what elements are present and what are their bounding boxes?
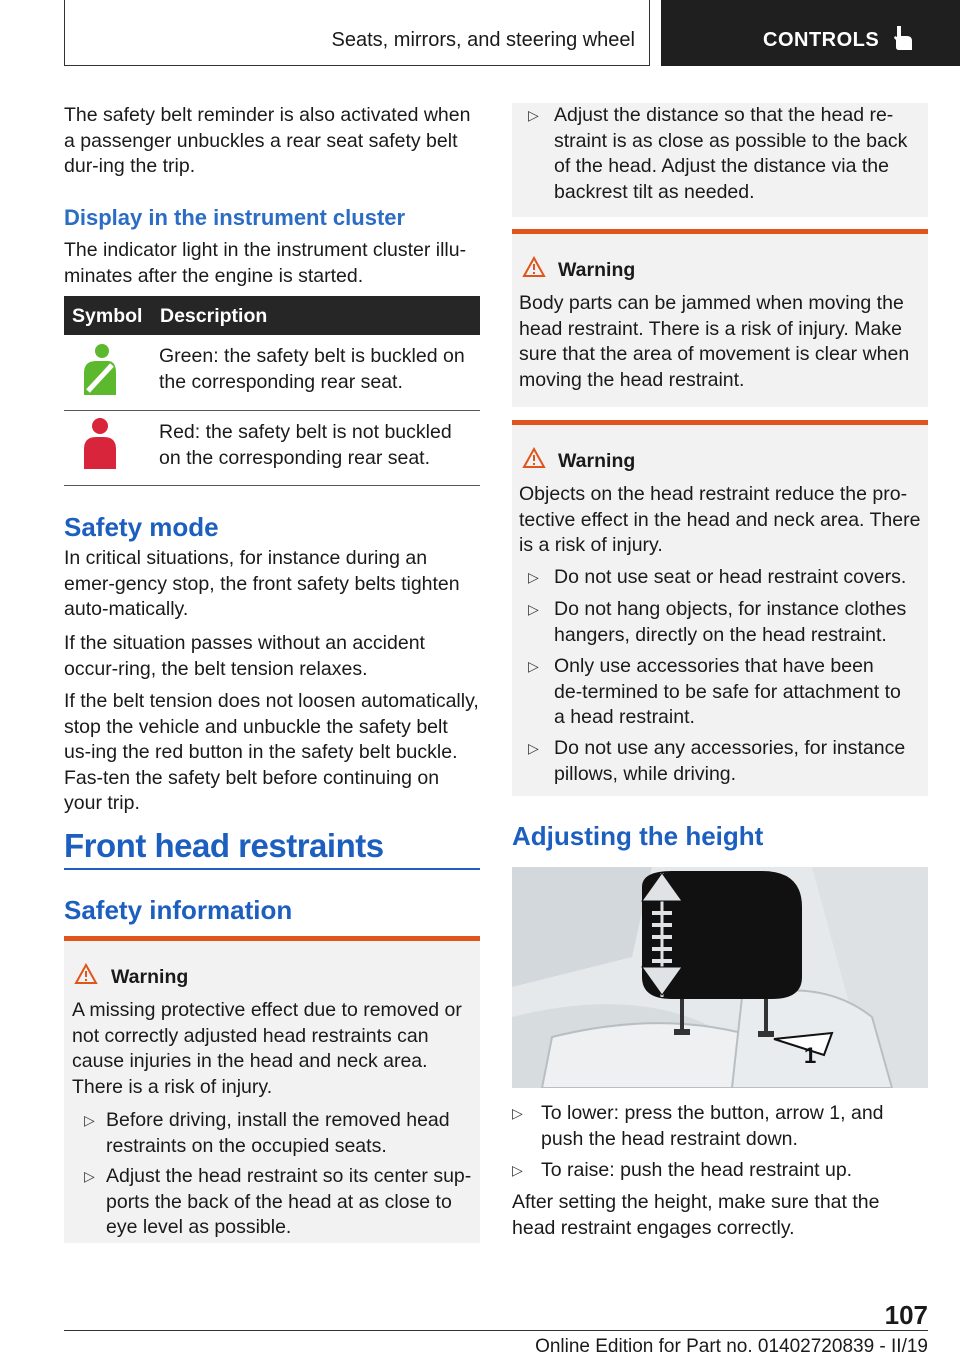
header-section-box xyxy=(64,0,650,66)
warning-box: Warning A missing protective effect due to removed or not correctly adjusted head restraints can cause injuries in the head and neck area. There is a risk of injury. ▷ Before driving, install the removed head restraints on the occupied seats. ▷ Adjust the head restraint so its center sup-ports the back of the head at as close to eye level as possible. xyxy=(64,936,480,1243)
table-col-symbol: Symbol xyxy=(72,305,143,327)
warning-text: A missing protective effect due to removed or not correctly adjusted head restraints can cause injuries in the head and neck area. There is a risk of injury. xyxy=(72,999,462,1098)
seatbelt-unbuckled-red-icon xyxy=(82,417,118,473)
triangle-bullet-icon: ▷ xyxy=(528,569,539,585)
table-col-description: Description xyxy=(160,305,268,327)
intro-paragraph: The safety belt reminder is also activated when a passenger unbuckles a rear seat safety belt dur-ing the trip. xyxy=(64,104,471,177)
triangle-bullet-icon: ▷ xyxy=(512,1105,523,1121)
header-section-title: Seats, mirrors, and steering wheel xyxy=(331,29,635,51)
safety-mode-heading: Safety mode xyxy=(64,512,219,542)
seatbelt-buckled-green-icon xyxy=(80,343,120,399)
table-header xyxy=(64,296,480,335)
display-heading: Display in the instrument cluster xyxy=(64,205,406,230)
triangle-bullet-icon: ▷ xyxy=(84,1112,95,1128)
edition-text: Online Edition for Part no. 01402720839 - II/19 xyxy=(535,1336,928,1357)
table-row-description: Green: the safety belt is buckled on the corresponding rear seat. xyxy=(159,345,465,393)
head-restraint-drawing xyxy=(512,867,928,1088)
footer-rule xyxy=(64,1330,928,1331)
warning-title: Warning xyxy=(111,966,189,988)
warning-triangle-icon xyxy=(522,256,546,278)
warning-text: Body parts can be jammed when moving the head restraint. There is a risk of injury. Make sure that the area of movement is clear when moving the head restraint. xyxy=(519,292,910,391)
adjust-after-paragraph: After setting the height, make sure that the head restraint engages correctly. xyxy=(512,1191,880,1239)
safety-mode-paragraph: In critical situations, for instance during an emer-gency stop, the front safety belts tighten auto-matically. xyxy=(64,547,460,620)
triangle-bullet-icon: ▷ xyxy=(528,658,539,674)
warning-triangle-icon xyxy=(74,963,98,985)
display-paragraph: The indicator light in the instrument cluster illu-minates after the engine is started. xyxy=(64,239,467,287)
pointing-hand-icon xyxy=(893,24,915,52)
heading-rule xyxy=(64,868,480,870)
front-head-restraints-heading: Front head restraints xyxy=(64,827,384,864)
page-number: 107 xyxy=(884,1300,928,1330)
safety-mode-paragraph: If the belt tension does not loosen automatically, stop the vehicle and unbuckle the safety belt us-ing the red button in the safety belt buckle. Fas-ten the safety belt before continuing on your trip. xyxy=(64,690,479,814)
triangle-bullet-icon: ▷ xyxy=(528,740,539,756)
warning-triangle-icon xyxy=(522,447,546,469)
safety-information-heading: Safety information xyxy=(64,895,293,925)
warning-text: Objects on the head restraint reduce the pro-tective effect in the head and neck area. There is a risk of injury. xyxy=(519,483,921,556)
triangle-bullet-icon: ▷ xyxy=(528,107,539,123)
warning-box: Warning Objects on the head restraint reduce the pro-tective effect in the head and neck area. There is a risk of injury. ▷ Do not use seat or head restraint covers. ▷ Do not hang objects, for instance clothes hangers, directly on the head restraint. ▷ Only use accessories that have been de-termined to be safe for attachment to a head restraint. ▷ Do not use any accessories, for instance pillows, while driving. xyxy=(512,420,928,796)
table-row-description: Red: the safety belt is not buckled on the corresponding rear seat. xyxy=(159,421,452,469)
head-restraint-illustration xyxy=(512,867,928,1088)
safety-mode-paragraph: If the situation passes without an accident occur-ring, the belt tension relaxes. xyxy=(64,632,425,680)
callout-number: 1 xyxy=(804,1043,817,1068)
header-chapter-box xyxy=(661,0,960,66)
warning-box xyxy=(512,229,928,407)
table-divider xyxy=(64,485,480,486)
header-chapter-label: CONTROLS xyxy=(763,29,880,51)
triangle-bullet-icon: ▷ xyxy=(528,601,539,617)
warning-title: Warning xyxy=(558,450,636,472)
warning-title: Warning xyxy=(558,259,636,281)
adjusting-height-heading: Adjusting the height xyxy=(512,821,764,851)
table-divider xyxy=(64,410,480,411)
triangle-bullet-icon: ▷ xyxy=(84,1168,95,1184)
continued-bullet-box: ▷ Adjust the distance so that the head re-straint is as close as possible to the back of the head. Adjust the distance via the backrest tilt as needed. xyxy=(512,103,928,217)
triangle-bullet-icon: ▷ xyxy=(512,1162,523,1178)
